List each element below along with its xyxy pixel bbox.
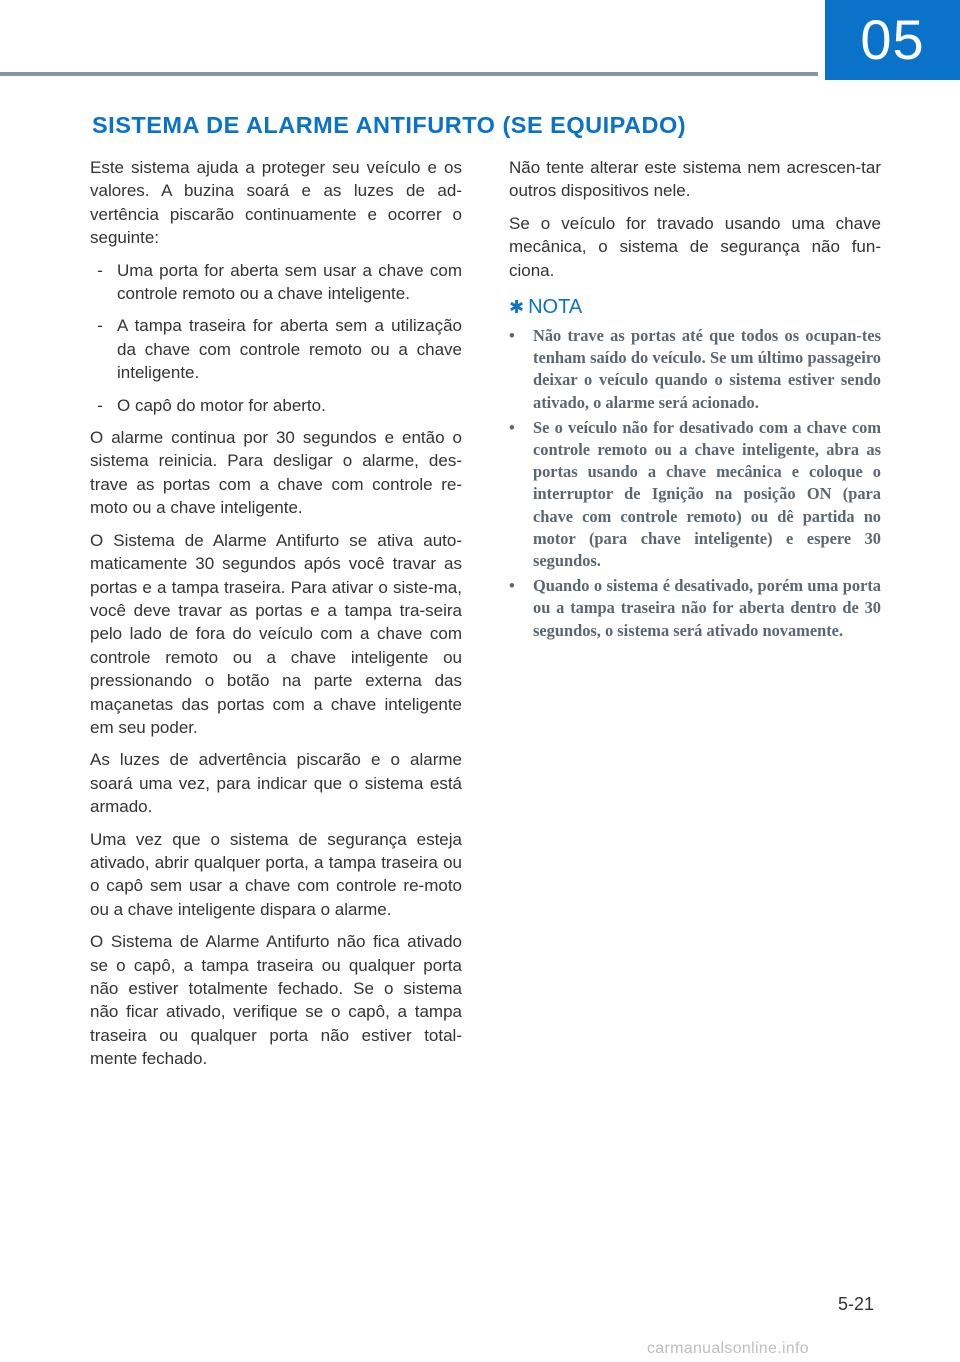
intro-paragraph: Este sistema ajuda a proteger seu veículo e os valores. A buzina soará e as luzes de ad-vertência piscarão continuamente e ocorrer o seguinte:: [90, 158, 462, 248]
condition-text: Uma porta for aberta sem usar a chave com controle remoto ou a chave inteligente.: [117, 260, 462, 304]
page-number: 5-21: [838, 1294, 875, 1314]
dash-marker: -: [97, 316, 103, 336]
body-paragraph: O alarme continua por 30 segundos e então o sistema reinicia. Para desligar o alarme, des-trave as portas com a chave com controle re-moto ou a chave inteligente.: [90, 428, 462, 518]
condition-item: [90, 314, 462, 384]
note-heading: [509, 296, 881, 319]
body-paragraph: As luzes de advertência piscarão e o alarme soará uma vez, para indicar que o sistema está armado.: [90, 750, 462, 817]
note-list: [509, 325, 881, 642]
note-item: [509, 575, 881, 642]
chapter-number-tab: 05: [825, 0, 960, 80]
watermark: carmanualsonline.info: [647, 1340, 809, 1357]
note-item-text: Quando o sistema é desativado, porém uma porta ou a tampa traseira não for aberta dentro de 30 segundos, o sistema será ativado novamente.: [533, 576, 881, 640]
body-paragraph: Uma vez que o sistema de segurança esteja ativado, abrir qualquer porta, a tampa traseira ou o capô sem usar a chave com controle re-moto ou a chave inteligente dispara o alarme.: [90, 829, 462, 919]
bullet-icon: •: [509, 576, 515, 596]
left-column: [90, 156, 462, 1080]
condition-item: [90, 394, 462, 417]
condition-text: A tampa traseira for aberta sem a utilização da chave com controle remoto ou a chave inteligente.: [117, 316, 462, 383]
dash-marker: -: [97, 260, 103, 280]
body-paragraph: O Sistema de Alarme Antifurto não fica ativado se o capô, a tampa traseira ou qualquer porta não estiver totalmente fechado. Se o sistema não ficar ativado, verifique se o capô, a tampa traseira ou qualquer porta não estiver total-mente fechado.: [90, 932, 462, 1069]
note-item: [509, 325, 881, 414]
header-rule: [0, 72, 818, 76]
section-title: SISTEMA DE ALARME ANTIFURTO (SE EQUIPADO): [92, 112, 687, 138]
note-star-icon: ✱: [509, 297, 525, 318]
bullet-icon: •: [509, 326, 515, 346]
body-paragraph: O Sistema de Alarme Antifurto se ativa auto-maticamente 30 segundos após você travar as portas e a tampa traseira. Para ativar o siste-ma, você deve travar as portas e a tampa tra-seira pelo lado de fora do veículo com a chave com controle remoto ou a chave inteligente ou pressionando o botão na parte externa das maçanetas das portas com a chave inteligente em seu poder.: [90, 530, 462, 737]
note-item-text: Não trave as portas até que todos os ocupan-tes tenham saído do veículo. Se um último passageiro deixar o veículo quando o sistema estiver sendo ativado, o alarme será acionado.: [533, 326, 881, 412]
note-item-text: Se o veículo não for desativado com a chave com controle remoto ou a chave inteligente, abra as portas usando a chave mecânica e coloque o interruptor de Ignição na posição ON (para chave com controle remoto) ou dê partida no motor (para chave inteligente) e espere 30 segundos.: [533, 417, 881, 571]
dash-marker: -: [97, 395, 103, 415]
bullet-icon: •: [509, 417, 515, 437]
note-item: [509, 417, 881, 572]
body-paragraph: Se o veículo for travado usando uma chave mecânica, o sistema de segurança não fun-ciona.: [509, 213, 881, 280]
right-column: [509, 156, 881, 645]
body-paragraph: Não tente alterar este sistema nem acrescen-tar outros dispositivos nele.: [509, 158, 881, 201]
condition-text: O capô do motor for aberto.: [117, 395, 326, 415]
note-heading-label: NOTA: [528, 296, 583, 319]
condition-item: [90, 259, 462, 306]
